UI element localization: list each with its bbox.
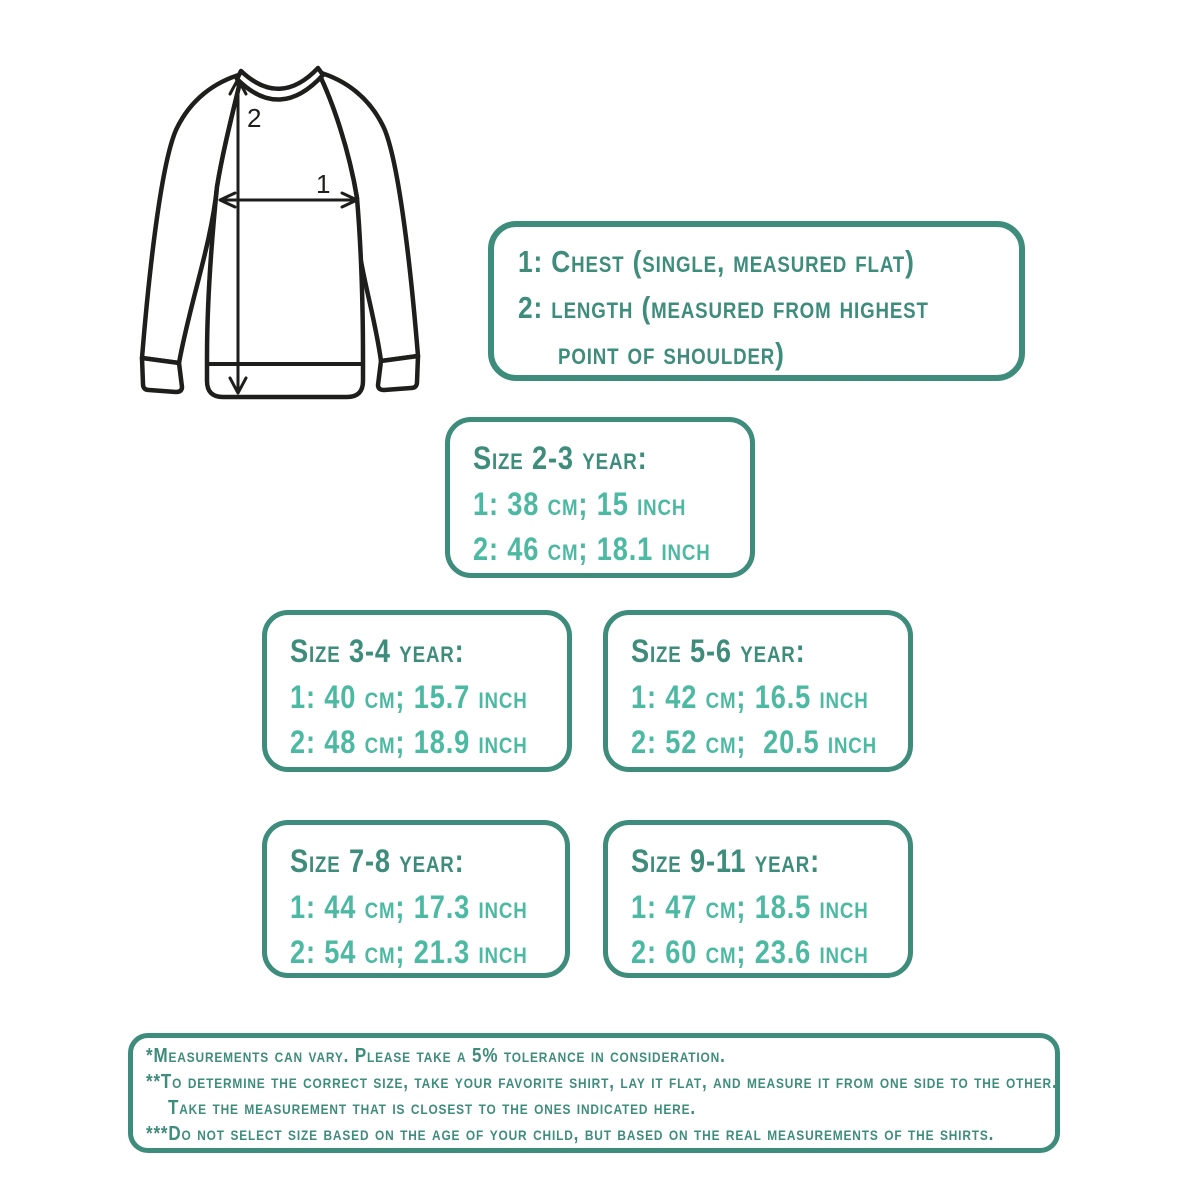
size-box-7-8-year bbox=[262, 820, 570, 978]
sweater-right-cuff bbox=[378, 356, 418, 390]
size-box-9-11-year bbox=[603, 820, 913, 978]
size-box-5-6-year bbox=[603, 610, 913, 772]
note-how-to-measure-cont: Take the measurement that is closest to the ones indicated here. bbox=[168, 1097, 696, 1119]
chest-measurement: 1: 40 cm; 15.7 inch bbox=[290, 679, 528, 715]
chest-measurement: 1: 38 cm; 15 inch bbox=[473, 486, 687, 522]
chest-measurement: 1: 44 cm; 17.3 inch bbox=[290, 889, 528, 925]
sweater-line-drawing bbox=[130, 50, 440, 410]
note-age-warning: ***Do not select size based on the age of your child, but based on the real measurements of the shirts. bbox=[146, 1123, 995, 1145]
sweater-body bbox=[207, 72, 363, 397]
note-tolerance: *Measurements can vary. Please take a 5% tolerance in consideration. bbox=[146, 1045, 726, 1067]
length-arrow-label: 2 bbox=[247, 103, 262, 133]
legend-line-length: 2: length (measured from highest bbox=[518, 290, 929, 325]
size-title: Size 5-6 year: bbox=[631, 633, 806, 669]
length-measurement: 2: 54 cm; 21.3 inch bbox=[290, 934, 528, 970]
legend-box bbox=[488, 221, 1025, 381]
size-box-3-4-year bbox=[262, 610, 572, 772]
sweater-left-cuff bbox=[142, 358, 182, 392]
note-how-to-measure: **To determine the correct size, take your favorite shirt, lay it flat, and measure it from one side to the other. bbox=[146, 1071, 1058, 1093]
legend-line-length-cont: point of shoulder) bbox=[558, 336, 785, 371]
chest-measurement: 1: 47 cm; 18.5 inch bbox=[631, 889, 869, 925]
size-title: Size 3-4 year: bbox=[290, 633, 465, 669]
length-measurement: 2: 48 cm; 18.9 inch bbox=[290, 724, 528, 760]
legend-line-chest: 1: Chest (single, measured flat) bbox=[518, 244, 915, 279]
notes-box bbox=[128, 1033, 1060, 1153]
chest-measurement: 1: 42 cm; 16.5 inch bbox=[631, 679, 869, 715]
size-title: Size 9-11 year: bbox=[631, 843, 821, 879]
length-measurement: 2: 46 cm; 18.1 inch bbox=[473, 531, 711, 567]
size-title: Size 7-8 year: bbox=[290, 843, 465, 879]
size-title: Size 2-3 year: bbox=[473, 440, 648, 476]
length-measurement: 2: 60 cm; 23.6 inch bbox=[631, 934, 869, 970]
length-measurement: 2: 52 cm; 20.5 inch bbox=[631, 724, 878, 760]
size-box-2-3-year bbox=[445, 417, 755, 578]
chest-arrow-label: 1 bbox=[316, 169, 331, 199]
